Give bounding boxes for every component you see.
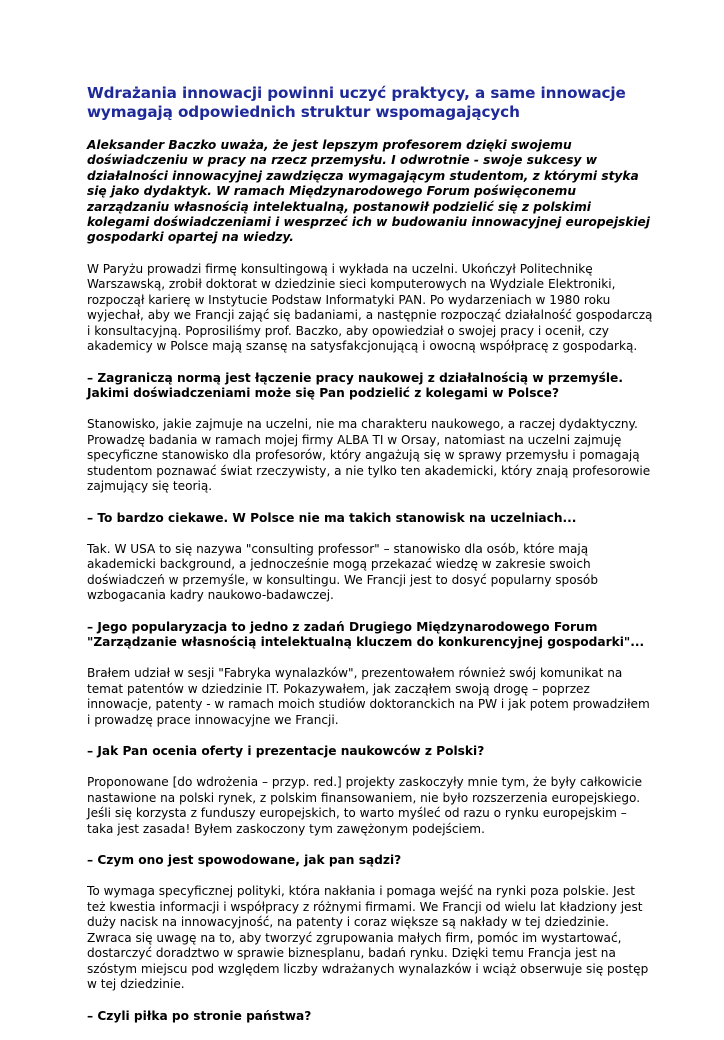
- question-2: – To bardzo ciekawe. W Polsce nie ma takich stanowisk na uczelniach...: [87, 510, 577, 525]
- article-title: Wdrażania innowacji powinni uczyć praktycy, a same innowacje wymagają odpowiednich struktur wspomagających: [87, 84, 626, 121]
- answer-3: Brałem udział w sesji "Fabryka wynalazków", prezentowałem również swój komunikat na temat patentów w dziedzinie IT. Pokazywałem, jak zacząłem swoją drogę – poprzez innowacje, patenty - w ramach moich studiów doktoranckich na PW i jak potem prowadziłem i prowadzę prace innowacyjne we Francji.: [87, 666, 650, 727]
- answer-2: Tak. W USA to się nazywa "consulting professor" – stanowisko dla osób, które mają akademicki background, a jednocześnie mogą przekazać wiedzę w zakresie swoich doświadczeń w przemyśle, w konsultingu. We Francji jest to dosyć popularny sposób wzbogacania kadry naukowo-badawczej.: [87, 541, 598, 603]
- answer-5: To wymaga specyficznej polityki, która nakłania i pomaga wejść na rynki poza polskie. Jest też kwestia informacji i współpracy z różnymi firmami. We Francji od wielu lat kładziony jest duży nacisk na innowacyjność, na patenty i coraz większe są nakłady w tej dziedzinie. Zwraca się uwagę na to, aby tworzyć zgrupowania małych firm, pomóc im wystartować, dostarczyć doradztwo w sprawie biznesplanu, badań rynku. Dzięki temu Francja jest na szóstym miejscu pod względem liczby wdrażanych wynalazków i wciąż obserwuje się postęp w tej dziedzinie.: [87, 884, 649, 992]
- question-3: – Jego popularyzacja to jedno z zadań Drugiego Międzynarodowego Forum "Zarządzanie własnością intelektualną kluczem do konkurencyjnej gospodarki"...: [87, 619, 645, 650]
- question-5: – Czym ono jest spowodowane, jak pan sądzi?: [87, 853, 402, 868]
- answer-4: Proponowane [do wdrożenia – przyp. red.] projekty zaskoczyły mnie tym, że były całkowicie nastawione na polski rynek, z polskim finansowaniem, nie było rozszerzenia europejskiego. Jeśli się korzysta z funduszy europejskich, to warto myśleć od razu o rynku europejskim – taka jest zasada! Byłem zaskoczony tym zawężonym podejściem.: [87, 775, 643, 836]
- question-1: – Zagraniczą normą jest łączenie pracy naukowej z działalnością w przemyśle. Jakimi doświadczeniami może się Pan podzielić z kolegami w Polsce?: [87, 370, 623, 401]
- question-4: – Jak Pan ocenia oferty i prezentacje naukowców z Polski?: [87, 744, 485, 759]
- article-intro: W Paryżu prowadzi firmę konsultingową i wykłada na uczelni. Ukończył Politechnikę Warszawską, zrobił doktorat w dziedzinie sieci komputerowych na Wydziale Elektroniki, rozpoczął karierę w Instytucie Podstaw Informatyki PAN. Po wydarzeniach w 1980 roku wyjechał, aby we Francji zająć się badaniami, a następnie rozpocząć działalność gospodarczą i konsultacyjną. Poprosiliśmy prof. Baczko, aby opowiedział o swojej pracy i ocenił, czy akademicy w Polsce mają szansę na satysfakcjonującą i owocną współpracę z gospodarką.: [87, 261, 653, 354]
- article-lead: Aleksander Baczko uważa, że jest lepszym profesorem dzięki swojemu doświadczeniu w pracy na rzecz przemysłu. I odwrotnie - swoje sukcesy w działalności innowacyjnej zawdzięcza wymagającym studentom, z którymi styka się jako dydaktyk. W ramach Międzynarodowego Forum poświęconemu zarządzaniu własnością intelektualną, postanowił podzielić się z polskimi kolegami doświadczeniami i wesprzeć ich w budowaniu innowacyjnej europejskiej gospodarki opartej na wiedzy.: [87, 138, 650, 245]
- question-6: – Czyli piłka po stronie państwa?: [87, 1008, 312, 1023]
- article: [87, 84, 653, 1040]
- answer-1: Stanowisko, jakie zajmuje na uczelni, nie ma charakteru naukowego, a raczej dydaktyczny. Prowadzę badania w ramach mojej firmy ALBA TI w Orsay, natomiast na uczelni zajmuję specyficzne stanowisko dla profesorów, który angażują się w sprawy przemysłu i pomagają studentom poznawać świat rzeczywisty, a nie tylko ten akademicki, który znają profesorowie zajmujący się teorią.: [87, 417, 651, 494]
